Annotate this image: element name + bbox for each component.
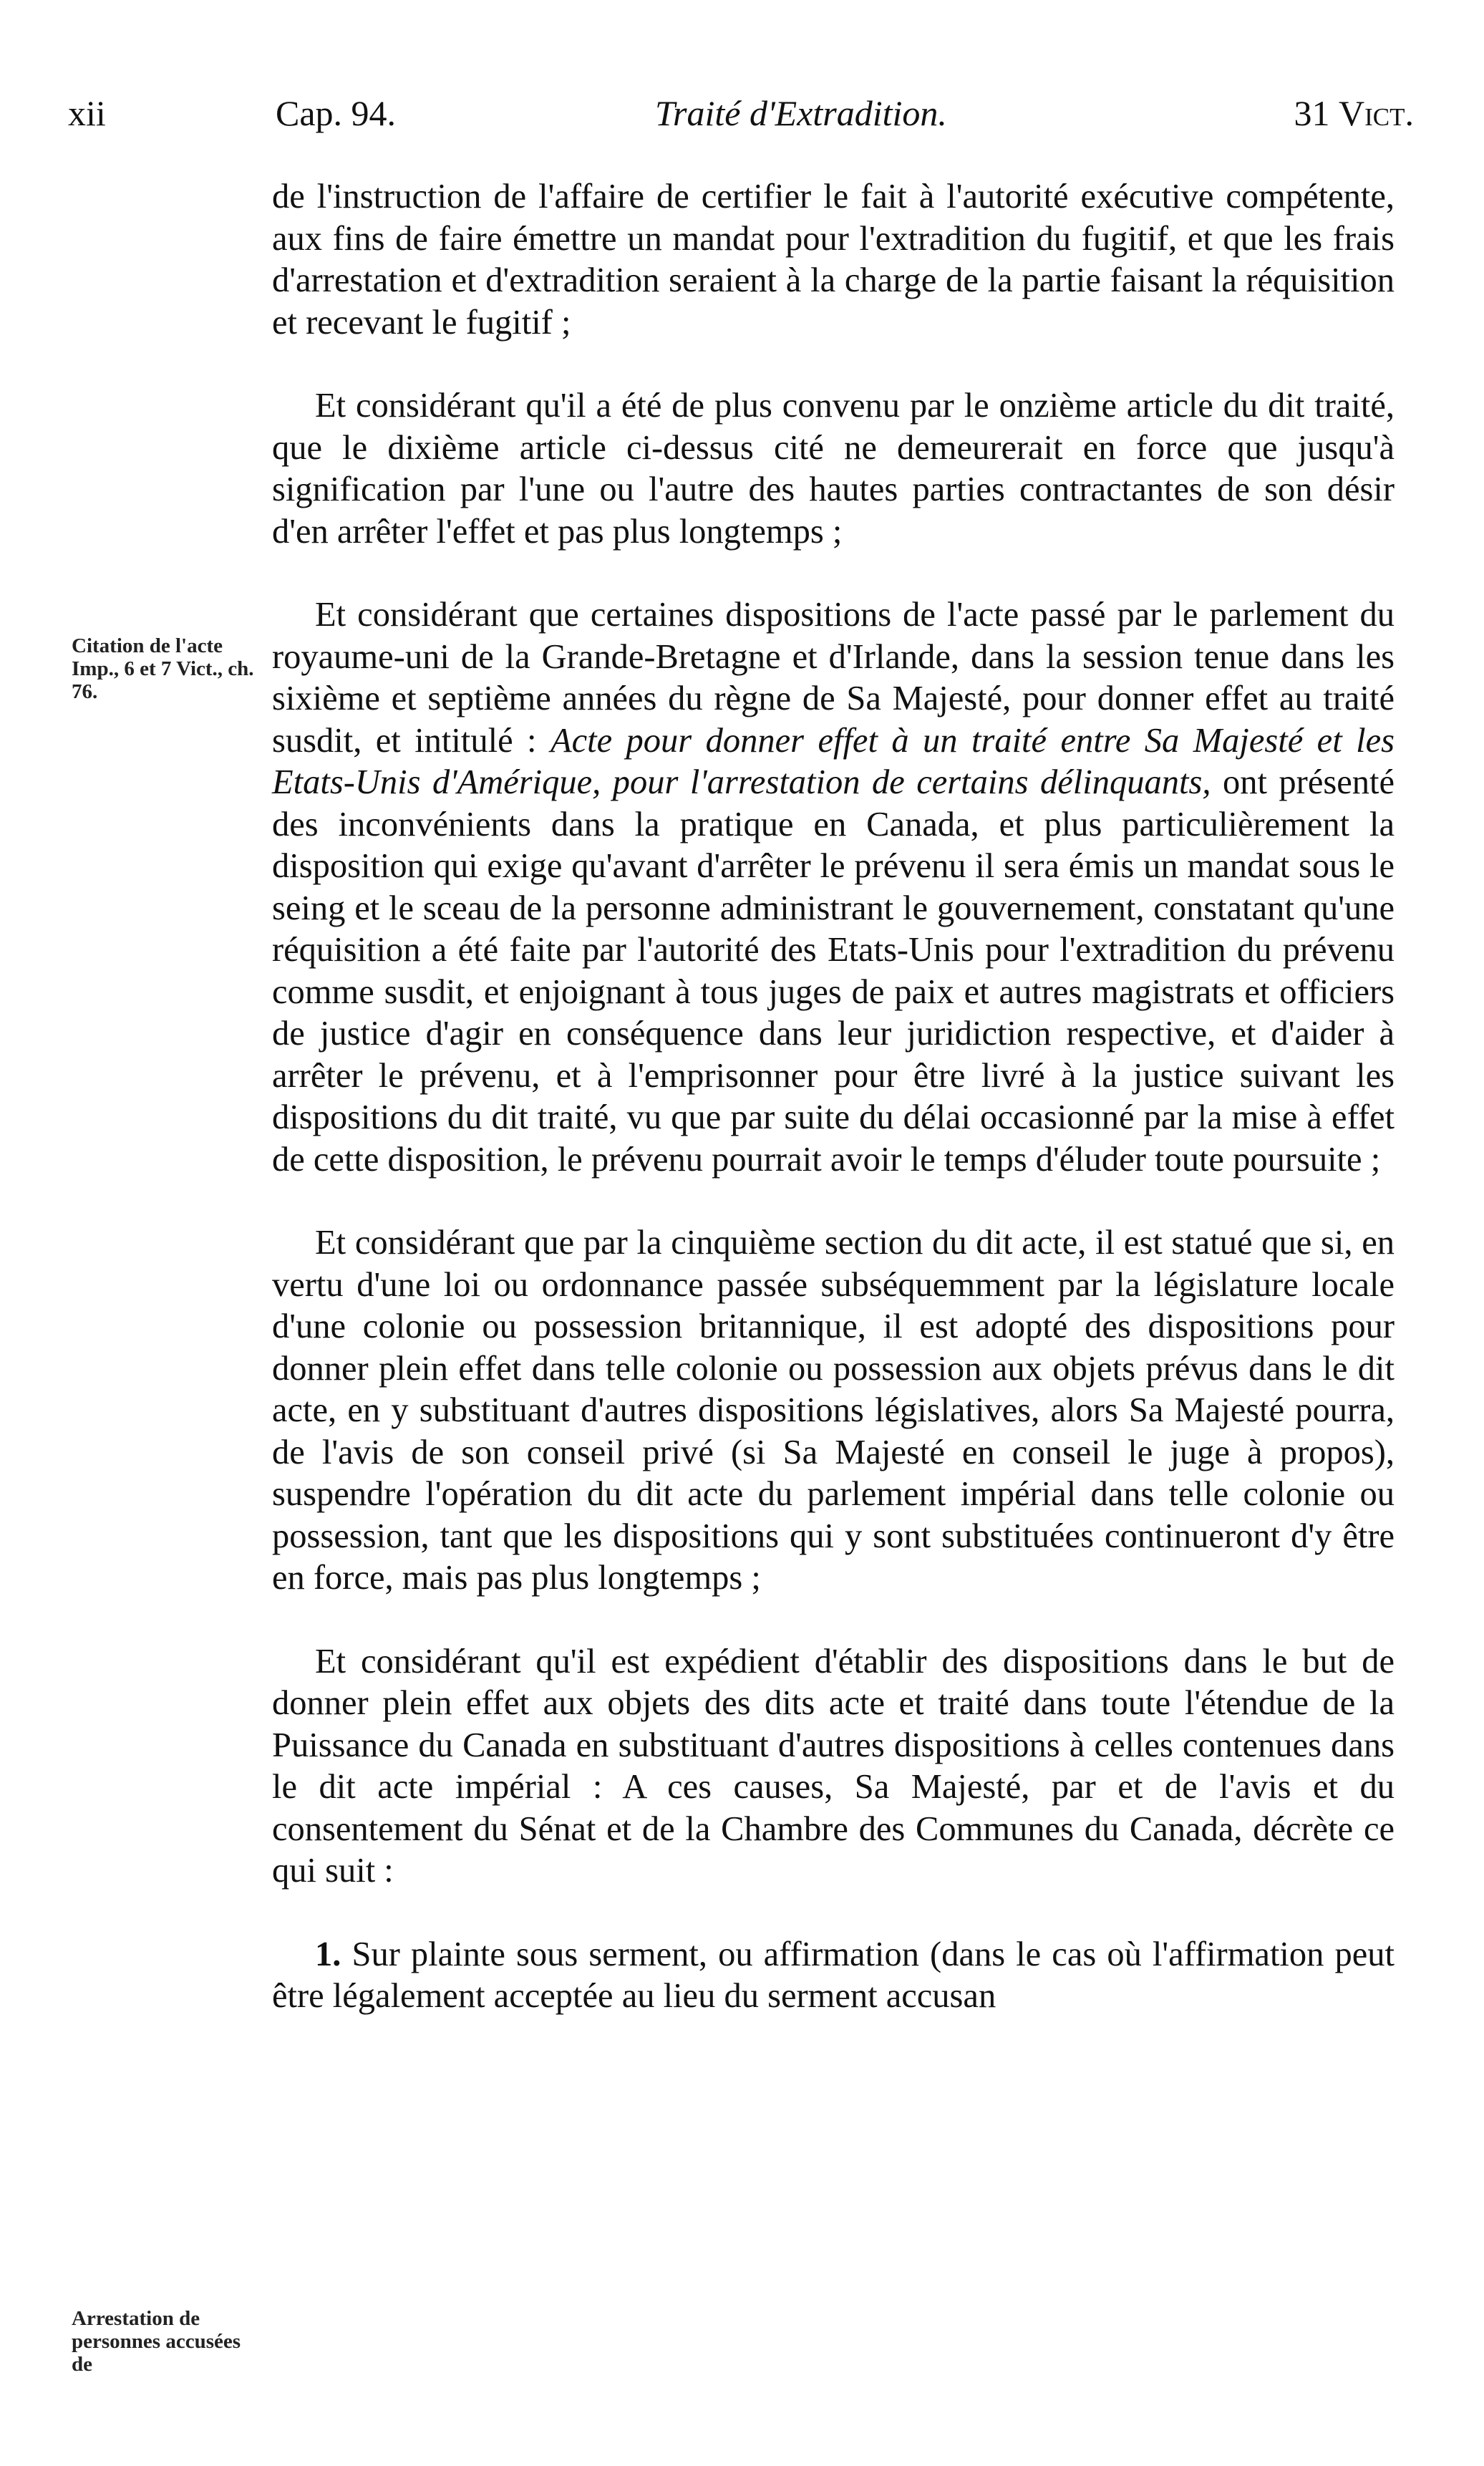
chapter-label: Cap. 94. <box>276 93 397 133</box>
paragraph-eleventh-article: Et considérant qu'il a été de plus convenu par le onzième article du dit traité, que le dixième article ci-dessus cité ne demeurerait en force que jusqu'à signification par l'une ou l'autre des hautes parties contractantes de son désir d'en arrêter l'effet et pas plus longtemps ; <box>272 387 1395 551</box>
running-title: Traité d'Extradition. <box>655 93 947 133</box>
paragraph-imperial-act-intro: Et considérant que certaines dispositions de l'acte passé par le parlement du royaume-uni de la Grande-Bretagne et d'Irlande, dans la session tenue dans les sixième et septième années du règne de Sa Majesté, pour donner effet au traité susdit, et intitulé : <box>272 596 1395 760</box>
session-label <box>1294 84 1415 142</box>
page-number: xii <box>68 93 106 133</box>
paragraph-continuation: de l'instruction de l'affaire de certifier le fait à l'autorité exécutive compétente, aux fins de faire émettre un mandat pour l'extradition du fugitif, et que les frais d'arrestation et d'extradition seraient à la charge de la partie faisant la réquisition et recevant le fugitif ; <box>272 178 1395 342</box>
paragraph-enacting-clause: Et considérant qu'il est expédient d'établir des dispositions dans le but de donner plein effet aux objets des dits acte et traité dans toute l'étendue de la Puissance du Canada en substituant d'autres dispositions à celles contenues dans le dit acte impérial : A ces causes, Sa Majesté, par et de l'avis et du consentement du Sénat et de la Chambre des Communes du Canada, décrète ce qui suit : <box>272 1642 1395 1890</box>
margin-note-citation: Citation de l'acte Imp., 6 et 7 Vict., ch. 76. <box>72 634 254 703</box>
paragraph-imperial-act-rest: ont présenté des inconvénients dans la pratique en Canada, et plus particulièrement la disposition qui exige qu'avant d'arrêter le prévenu il sera émis un mandat sous le seing et le sceau de la personne administrant le gouvernement, constatant qu'une réquisition a été faite par l'autorité des Etats-Unis pour l'extradition du prévenu comme susdit, et enjoignant à tous juges de paix et autres magistrats et officiers de justice d'agir en conséquence dans leur juridiction respective, et d'aider à arrêter le prévenu, et à l'emprisonner pour être livré à la justice suivant les dispositions du dit traité, vu que par suite du délai occasionné par la mise à effet de cette disposition, le prévenu pourrait avoir le temps d'éluder toute poursuite ; <box>272 763 1395 1179</box>
paragraph-fifth-section: Et considérant que par la cinquième section du dit acte, il est statué que si, en vertu d'une loi ou ordonnance passée subséquemment par la législature locale d'une colonie ou possession britannique, il est adopté des dispositions pour donner plein effet dans telle colonie ou possession aux objets prévus dans le dit acte, en y substituant d'autres dispositions législatives, alors Sa Majesté pourra, de l'avis de son conseil privé (si Sa Majesté en conseil le juge à propos), suspendre l'opération du dit acte du parlement impérial dans telle colonie ou possession, tant que les dispositions qui y sont substituées continueront d'y être en force, mais pas plus longtemps ; <box>272 1224 1395 1597</box>
section-number: 1. <box>315 1935 341 1973</box>
session-number: 31 <box>1294 93 1330 133</box>
paragraph-imperial-act <box>272 594 1395 1181</box>
document-body <box>272 176 1395 2018</box>
session-reign: Vict. <box>1339 93 1414 133</box>
margin-note-arrestation: Arrestation de personnes accusées de <box>72 2307 241 2376</box>
act-title: Acte pour donner effet à un traité entre Sa Majesté et les Etats-Unis d'Amérique, pour l'arrestation de certains délinquants, <box>272 721 1395 801</box>
section-1 <box>272 1934 1395 2018</box>
running-header <box>68 84 1414 142</box>
section-1-text: Sur plainte sous serment, ou affirmation (dans le cas où l'affirmation peut être légalement acceptée au lieu du serment accusan <box>272 1935 1395 2015</box>
